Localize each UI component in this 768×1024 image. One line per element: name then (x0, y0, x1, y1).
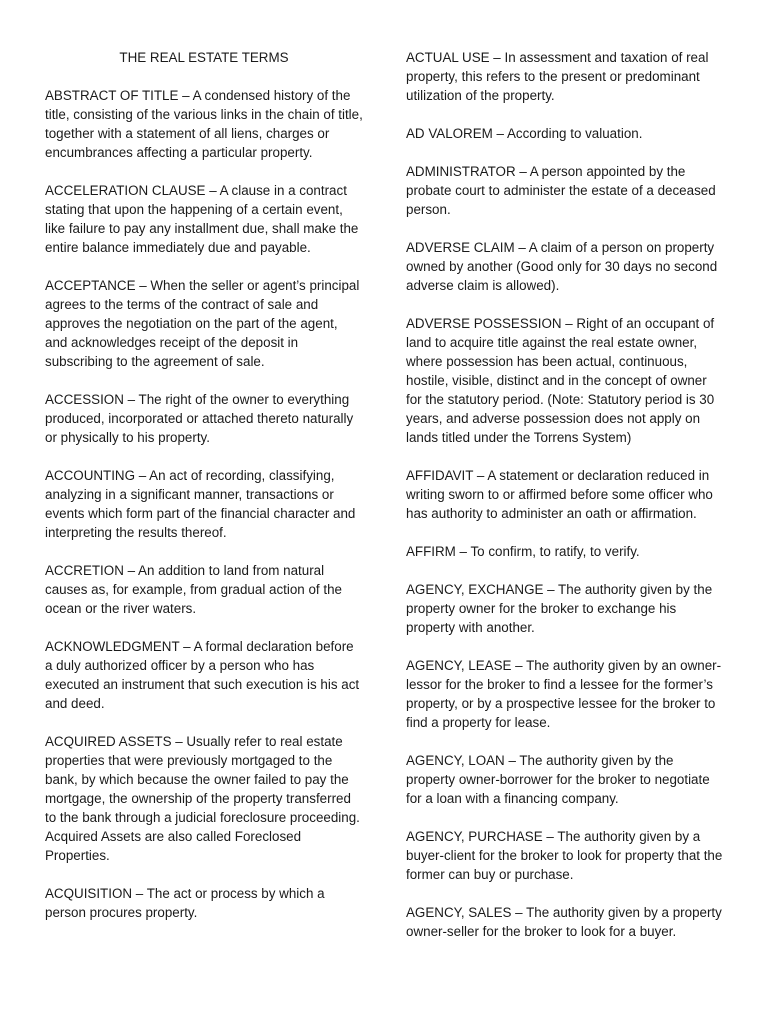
term-entry: AGENCY, LEASE – The authority given by an owner-lessor for the broker to find a lessee for the former’s property, or by a prospective lessee for the broker to find a property for lease. (406, 658, 722, 730)
term-entry: ACCRETION – An addition to land from natural causes as, for example, from gradual action of the ocean or the river waters. (45, 563, 342, 616)
term-entry: AGENCY, EXCHANGE – The authority given by the property owner for the broker to exchange his property with another. (406, 582, 713, 635)
right-column (406, 48, 724, 960)
left-column (45, 48, 363, 941)
term-entry: AFFIRM – To confirm, to ratify, to verify. (406, 544, 640, 559)
term-entry: ACKNOWLEDGMENT – A formal declaration before a duly authorized officer by a person who has executed an instrument that such execution is his act and deed. (45, 639, 360, 711)
term-entry: ACTUAL USE – In assessment and taxation of real property, this refers to the present or predominant utilization of the property. (406, 50, 709, 103)
term-entry: AFFIDAVIT – A statement or declaration reduced in writing sworn to or affirmed before some officer who has authority to administer an oath or affirmation. (406, 468, 713, 521)
term-entry: ADVERSE POSSESSION – Right of an occupant of land to acquire title against the real estate owner, where possession has been actual, continuous, hostile, visible, distinct and in the concept of owner for the statutory period. (Note: Statutory period is 30 years, and adverse possession does not apply on lands titled under the Torrens System) (406, 316, 715, 445)
term-entry: ABSTRACT OF TITLE – A condensed history of the title, consisting of the various links in the chain of title, together with a statement of all liens, charges or encumbrances affecting a particular property. (45, 88, 363, 160)
term-entry: ACCESSION – The right of the owner to everything produced, incorporated or attached thereto naturally or physically to his property. (45, 392, 354, 445)
term-entry: ACQUISITION – The act or process by which a person procures property. (45, 886, 325, 920)
term-entry: AGENCY, LOAN – The authority given by the property owner-borrower for the broker to negotiate for a loan with a financing company. (406, 753, 710, 806)
term-entry: ACCOUNTING – An act of recording, classifying, analyzing in a significant manner, transactions or events which form part of the financial character and interpreting the results thereof. (45, 468, 356, 540)
term-entry: AD VALOREM – According to valuation. (406, 126, 643, 141)
term-entry: AGENCY, PURCHASE – The authority given by a buyer-client for the broker to look for property that the former can buy or purchase. (406, 829, 723, 882)
term-entry: AGENCY, SALES – The authority given by a property owner-seller for the broker to look for a buyer. (406, 905, 722, 939)
term-entry: ACCELERATION CLAUSE – A clause in a contract stating that upon the happening of a certain event, like failure to pay any installment due, shall make the entire balance immediately due and payable. (45, 183, 359, 255)
term-entry: ACQUIRED ASSETS – Usually refer to real estate properties that were previously mortgaged to the bank, by which because the owner failed to pay the mortgage, the ownership of the property transferred to the bank through a judicial foreclosure proceeding. Acquired Assets are also called Foreclosed Properties. (45, 734, 360, 863)
term-entry: ADVERSE CLAIM – A claim of a person on property owned by another (Good only for 30 days no second adverse claim is allowed). (406, 240, 718, 293)
term-entry: ADMINISTRATOR – A person appointed by the probate court to administer the estate of a deceased person. (406, 164, 716, 217)
document-title: THE REAL ESTATE TERMS (119, 50, 289, 65)
term-entry: ACCEPTANCE – When the seller or agent’s principal agrees to the terms of the contract of sale and approves the negotiation on the part of the agent, and acknowledges receipt of the deposit in subscribing to the agreement of sale. (45, 278, 360, 369)
